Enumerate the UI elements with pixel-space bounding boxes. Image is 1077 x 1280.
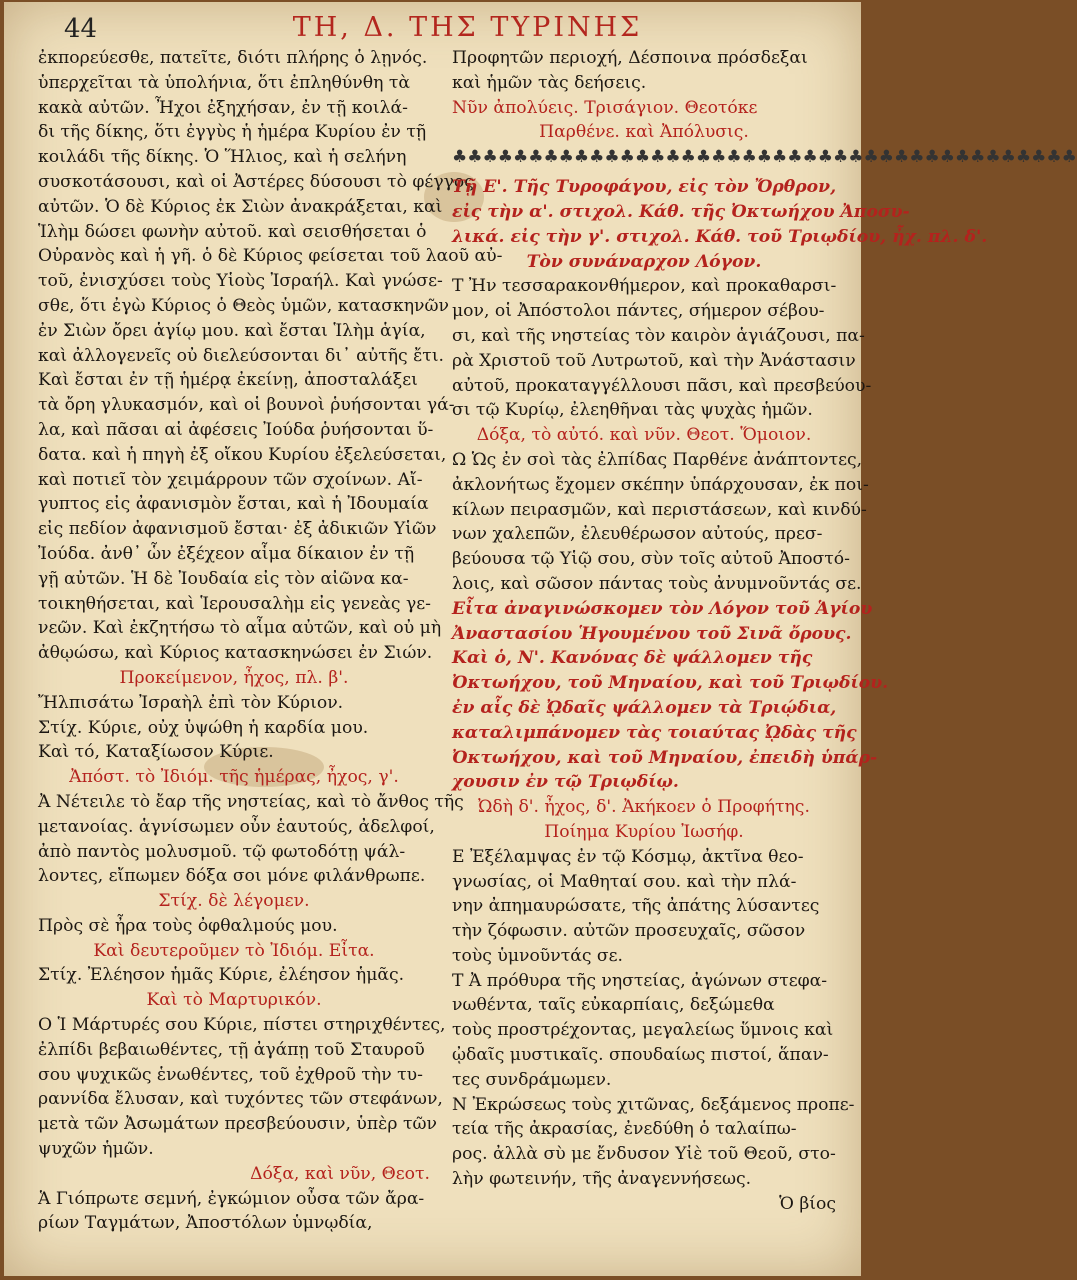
heading-line: λικά. εἰς τὴν γ'. στιχολ. Κάθ. τοῦ Τριῳδίου, ἦχ. πλ. δ'. <box>452 226 988 247</box>
hymn-line: Ω Ὡς ἐν σοὶ τὰς ἐλπίδας Παρθένε ἀνάπτοντες, <box>452 449 863 470</box>
hymn-line: λὴν φωτεινήν, τῆς ἀναγεννήσεως. <box>452 1169 752 1190</box>
reading-line: κοιλάδι τῆς δίκης. Ὁ Ἥλιος, καὶ ἡ σελήνη <box>38 147 407 168</box>
eleison-verse: Στίχ. Ἐλέησον ἡμᾶς Κύριε, ἐλέησον ἡμᾶς. <box>38 965 405 986</box>
hymn-line: Ἁ Γιόπρωτε σεμνή, ἐγκώμιον οὖσα τῶν ἄρα- <box>38 1188 425 1209</box>
reading-line: ἐν Σιὼν ὄρει ἁγίῳ μου. καὶ ἔσται Ἱλὴμ ἁγία, <box>38 320 426 341</box>
hymn-line: ρος. ἀλλὰ σὺ με ἔνδυσον Υἱὲ τοῦ Θεοῦ, στο- <box>452 1144 836 1165</box>
hymn-line: τοὺς προστρέχοντας, μεγαλείως ὕμνοις καὶ <box>452 1020 834 1041</box>
book-page <box>4 2 1077 1276</box>
hymn-line: αὐτοῦ, προκαταγγέλλουσι πᾶσι, καὶ πρεσβεύου- <box>452 375 872 396</box>
kathisma-hymn <box>452 274 872 423</box>
rubric-line: Εἶτα ἀναγινώσκομεν τὸν Λόγον τοῦ Ἁγίου <box>452 598 873 619</box>
ode-troparion-1 <box>452 845 836 969</box>
hymn-line: τεία τῆς ἀκρασίας, ἐνεδύθη ὁ ταλαίπω- <box>452 1119 797 1140</box>
reading-line: δι τῆς δίκης, ὅτι ἐγγὺς ἡ ἡμέρα Κυρίου ἐν τῇ <box>38 122 427 143</box>
poiema-attribution: Ποίημα Κυρίου Ἰωσήφ. <box>544 821 744 842</box>
prokeimenon-title: Προκείμενον, ἦχος, πλ. β'. <box>119 667 349 688</box>
hymn-line: μετὰ τῶν Ἀσωμάτων πρεσβεύουσιν, ὑπὲρ τῶν <box>38 1114 437 1135</box>
running-title: ΤΗ, Δ. ΤΗΣ ΤΥΡΙΝΗΣ <box>292 12 643 43</box>
aposticha-title: Ἀπόστ. τὸ Ἰδιόμ. τῆς ἡμέρας, ἦχος, γ'. <box>69 767 399 788</box>
reading-line: καὶ ἀλλογενεῖς οὐ διελεύσονται δι᾿ αὐτῆς ἔτι. <box>38 345 445 366</box>
hymn-line: νην ἀπημαυρώσατε, τῆς ἀπάτης λύσαντες <box>452 896 820 917</box>
prokeimenon-repeat: Καὶ τό, Καταξίωσον Κύριε. <box>38 742 274 763</box>
reading-line: εἰς πεδίον ἀφανισμοῦ ἔσται· ἐξ ἀδικιῶν Υἱῶν <box>38 519 437 540</box>
theotokion-hymn-2 <box>452 448 869 597</box>
reading-line: συσκοτάσουσι, καὶ οἱ Ἀστέρες δύσουσι τὸ φέγγος <box>38 171 474 192</box>
decorative-ornament-band: ♣♣♣♣♣♣♣♣♣♣♣♣♣♣♣♣♣♣♣♣♣♣♣♣♣♣♣♣♣♣♣♣♣♣♣♣♣♣♣♣♣ <box>452 147 1077 168</box>
theotokion-hymn <box>38 1187 430 1237</box>
reading-line: Καὶ ἔσται ἐν τῇ ἡμέρᾳ ἐκείνῃ, ἀποσταλάξει <box>38 370 418 391</box>
hymn-line: Προφητῶν περιοχή, Δέσποινα πρόσδεξαι <box>452 48 808 68</box>
hymn-line: γνωσίας, οἱ Μαθηταί σου. καὶ τὴν πλά- <box>452 871 797 892</box>
joel-reading <box>38 46 503 666</box>
reading-line: ἀθῳώσω, καὶ Κύριος κατασκηνώσει ἐν Σιών. <box>38 643 433 664</box>
rubric-line: Ὀκτωήχου, τοῦ Μηναίου, καὶ τοῦ Τριῳδίου. <box>452 673 889 694</box>
reading-line: καὶ ποτιεῖ τὸν χειμάρρουν τῶν σχοίνων. Αἴ- <box>38 469 423 490</box>
ode-title: Ὠδὴ δ'. ἦχος, δ'. Ἀκήκοεν ὁ Προφήτης. <box>478 797 810 818</box>
rubric-line: χουσιν ἐν τῷ Τριῳδίῳ. <box>452 772 679 793</box>
hymn-line: σι, καὶ τῆς νηστείας τὸν καιρὸν ἁγιάζουσι, πα- <box>452 325 865 346</box>
reading-line: λα, καὶ πᾶσαι αἱ ἀφέσεις Ἰούδα ῥυήσονται ὕ- <box>38 419 434 440</box>
hymn-line: νωθέντα, ταῖς εὐκαρπίαις, δεξώμεθα <box>452 995 775 1016</box>
reading-line: γῇ αὐτῶν. Ἡ δὲ Ἰουδαία εἰς τὸν αἰῶνα κα- <box>38 568 409 589</box>
hymn-line: ἐλπίδι βεβαιωθέντες, τῇ ἀγάπῃ τοῦ Σταυροῦ <box>38 1039 425 1060</box>
reading-line: Ἰούδα. ἀνθ᾿ ὧν ἐξέχεον αἷμα δίκαιον ἐν τῇ <box>38 543 415 564</box>
heading-line: εἰς τὴν α'. στιχολ. Κάθ. τῆς Ὀκτωήχου Ἀποσυ- <box>452 201 910 222</box>
doxa-rubric: Δόξα, καὶ νῦν, Θεοτ. <box>250 1163 430 1184</box>
aposticha-hymn <box>38 790 464 889</box>
stich-title: Στίχ. δὲ λέγομεν. <box>158 891 310 912</box>
hymn-line: ρὰ Χριστοῦ τοῦ Λυτρωτοῦ, καὶ τὴν Ἀνάστασιν <box>452 350 856 371</box>
reading-line: τὰ ὄρη γλυκασμόν, καὶ οἱ βουνοὶ ῥυήσονται γά- <box>38 395 455 416</box>
rubric-line: Καὶ ὁ, Ν'. Κανόνας δὲ ψάλλομεν τῆς <box>452 648 813 669</box>
ode-troparion-2 <box>452 969 836 1093</box>
reading-line: αὐτῶν. Ὁ δὲ Κύριος ἐκ Σιὼν ἀνακράξεται, καὶ <box>38 196 443 217</box>
apolysis-rubric-2: Παρθένε. καὶ Ἀπόλυσις. <box>539 122 749 143</box>
reading-line: ἐκπορεύεσθε, πατεῖτε, διότι πλήρης ὁ λῃνός. <box>38 48 428 68</box>
hymn-line: Τ Ἠν τεσσαρακονθήμερον, καὶ προκαθαρσι- <box>452 276 837 297</box>
apolysis-rubric: Νῦν ἀπολύεις. Τρισάγιον. Θεοτόκε <box>452 97 758 118</box>
page-header <box>4 8 861 44</box>
hymn-line: νων χαλεπῶν, ἐλευθέρωσον αὐτούς, πρεσ- <box>452 524 823 545</box>
heading-line: Τὸν συνάναρχον Λόγον. <box>526 251 762 272</box>
left-column <box>38 46 503 1236</box>
reading-line: ὑπερχεῖται τὰ ὑπολήνια, ὅτι ἐπληθύνθη τὰ <box>38 72 410 93</box>
reading-line: κακὰ αὐτῶν. Ἦχοι ἐξηχήσαν, ἐν τῇ κοιλά- <box>38 97 408 118</box>
hymn-line: μον, οἱ Ἀπόστολοι πάντες, σήμερον σέβου- <box>452 301 825 322</box>
hymn-line: ἀπὸ παντὸς μολυσμοῦ. τῷ φωτοδότῃ ψάλ- <box>38 841 406 862</box>
stich-line: Πρὸς σὲ ἦρα τοὺς ὀφθαλμούς μου. <box>38 915 338 936</box>
hymn-line: σι τῷ Κυρίῳ, ἐλεηθῆναι τὰς ψυχὰς ἡμῶν. <box>452 400 813 421</box>
hymn-line: τες συνδράμωμεν. <box>452 1069 612 1090</box>
hymn-line: μετανοίας. ἁγνίσωμεν οὖν ἑαυτούς, ἀδελφοί, <box>38 816 435 837</box>
hymn-line: ραννίδα ἔλυσαν, καὶ τυχόντες τῶν στεφάνων, <box>38 1089 443 1110</box>
hymn-line: Ἀ Νέτειλε τὸ ἔαρ τῆς νηστείας, καὶ τὸ ἄνθος τῆς <box>38 791 464 812</box>
hymn-line: σου ψυχικῶς ἑνωθέντες, τοῦ ἐχθροῦ τὴν τυ- <box>38 1064 423 1085</box>
hymn-line: λοντες, εἴπωμεν δόξα σοι μόνε φιλάνθρωπε. <box>38 866 426 887</box>
canon-rubric <box>452 597 889 795</box>
hymn-line: τὴν ζόφωσιν. αὐτῶν προσευχαῖς, σῶσον <box>452 921 806 942</box>
repeat-rubric: Καὶ δευτεροῦμεν τὸ Ἰδιόμ. Εἶτα. <box>93 940 375 961</box>
reading-line: δατα. καὶ ἡ πηγὴ ἐξ οἴκου Κυρίου ἐξελεύσεται, <box>38 444 447 465</box>
martyrikon-hymn <box>38 1013 446 1162</box>
reading-line: γυπτος εἰς ἀφανισμὸν ἔσται, καὶ ἡ Ἰδουμαία <box>38 494 429 515</box>
doxa-homoion-rubric: Δόξα, τὸ αὐτό. καὶ νῦν. Θεοτ. Ὅμοιον. <box>476 425 812 446</box>
reading-line: τοικηθήσεται, καὶ Ἱερουσαλὴμ εἰς γενεὰς γε- <box>38 593 431 614</box>
rubric-line: ἐν αἷς δὲ ᾨδαῖς ψάλλομεν τὰ Τριῴδια, <box>452 697 837 718</box>
hymn-line: ρίων Ταγμάτων, Ἀποστόλων ὑμνῳδία, <box>38 1213 373 1234</box>
hymn-line: Ε Ἐξέλαμψας ἐν τῷ Κόσμῳ, ἀκτῖνα θεο- <box>452 846 804 867</box>
hymn-line: Ο Ἱ Μάρτυρές σου Κύριε, πίστει στηριχθέντες, <box>38 1015 446 1036</box>
reading-line: Οὐρανὸς καὶ ἡ γῆ. ὁ δὲ Κύριος φείσεται τοῦ λαοῦ αὐ- <box>38 246 503 267</box>
rubric-line: Ἀναστασίου Ἡγουμένου τοῦ Σινᾶ ὄρους. <box>452 623 852 644</box>
hymn-line: λοις, καὶ σῶσον πάντας τοὺς ἀνυμνοῦντάς σε. <box>452 573 862 594</box>
hymn-line: τοὺς ὑμνοῦντάς σε. <box>452 945 624 966</box>
ode-troparion-3 <box>452 1093 855 1192</box>
hymn-line: καὶ ἡμῶν τὰς δεήσεις. <box>452 72 647 93</box>
reading-line: σθε, ὅτι ἐγὼ Κύριος ὁ Θεὸς ὑμῶν, κατασκηνῶν <box>38 295 449 316</box>
friday-heading <box>452 175 988 274</box>
page-number: 44 <box>64 14 98 44</box>
prokeimenon-verse: Στίχ. Κύριε, οὐχ ὑψώθη ἡ καρδία μου. <box>38 717 369 738</box>
reading-line: τοῦ, ἐνισχύσει τοὺς Υἱοὺς Ἰσραήλ. Καὶ γνώσε- <box>38 271 443 292</box>
rubric-line: Ὀκτωήχου, καὶ τοῦ Μηναίου, ἐπειδὴ ὑπάρ- <box>452 747 878 768</box>
reading-line: νεῶν. Καὶ ἐκζητήσω τὸ αἷμα αὐτῶν, καὶ οὐ μὴ <box>38 618 442 639</box>
rubric-line: καταλιμπάνομεν τὰς τοιαύτας ᾨδὰς τῆς <box>452 722 857 743</box>
hymn-line: Τ Ἀ πρόθυρα τῆς νηστείας, ἀγώνων στεφα- <box>452 970 828 991</box>
theotokion-continuation <box>452 46 836 96</box>
catchword: Ὁ βίος <box>779 1193 836 1214</box>
hymn-line: ἀκλονήτως ἔχομεν σκέπην ὑπάρχουσαν, ἐκ ποι- <box>452 474 869 495</box>
martyrikon-title: Καὶ τὸ Μαρτυρικόν. <box>146 990 322 1011</box>
hymn-line: ᾠδαῖς μυστικαῖς. σπουδαίως πιστοί, ἅπαν- <box>452 1045 829 1066</box>
heading-line: Τῇ Ε'. Τῆς Τυροφάγου, εἰς τὸν Ὄρθρον, <box>452 177 837 198</box>
reading-line: Ἱλὴμ δώσει φωνὴν αὐτοῦ. καὶ σεισθήσεται ὁ <box>38 221 427 242</box>
right-column <box>452 46 1077 1217</box>
prokeimenon-line: Ἤλπισάτω Ἰσραὴλ ἐπὶ τὸν Κύριον. <box>38 692 344 713</box>
hymn-line: ψυχῶν ἡμῶν. <box>38 1139 154 1160</box>
hymn-line: Ν Ἐκρώσεως τοὺς χιτῶνας, δεξάμενος προπε- <box>452 1094 855 1115</box>
hymn-line: κίλων πειρασμῶν, καὶ περιστάσεων, καὶ κινδύ- <box>452 499 867 520</box>
hymn-line: βεύουσα τῷ Υἱῷ σου, σὺν τοῖς αὐτοῦ Ἀποστό- <box>452 549 850 570</box>
